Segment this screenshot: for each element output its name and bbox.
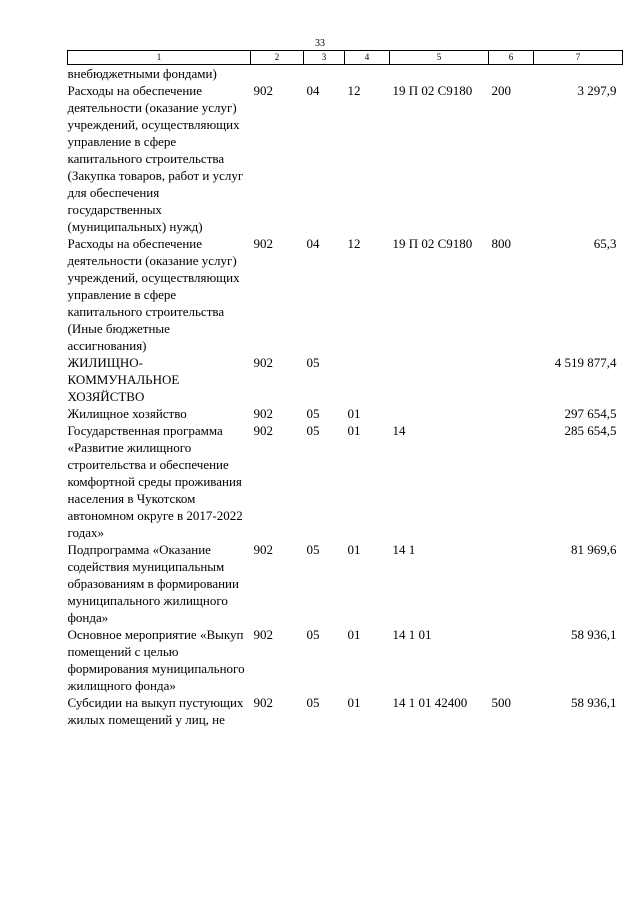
row-amount: 285 654,5 [564, 423, 617, 438]
row-expense-type-code [489, 354, 534, 405]
table-row [68, 82, 623, 235]
table-row [68, 541, 623, 626]
row-expense-type-code: 200 [491, 83, 511, 98]
row-subsection-code: 01 [347, 423, 361, 438]
row-ministry-code: 902 [253, 542, 273, 557]
row-section-code: 05 [306, 406, 320, 421]
column-number: 6 [489, 51, 534, 65]
row-section-code [304, 65, 345, 83]
column-number-row [68, 51, 623, 65]
row-expense-type-code: 800 [491, 236, 511, 251]
row-section-code: 04 [306, 83, 320, 98]
table-row [68, 405, 623, 422]
row-amount [534, 65, 623, 83]
row-expense-type-code: 500 [491, 695, 511, 710]
row-section-code: 05 [306, 627, 320, 642]
table-row [68, 422, 623, 541]
row-target-code: 14 1 01 42400 [392, 695, 468, 710]
row-expense-type-code [489, 65, 534, 83]
row-ministry-code: 902 [253, 83, 273, 98]
row-section-code: 05 [306, 355, 320, 370]
row-ministry-code: 902 [253, 695, 273, 710]
row-amount: 81 969,6 [571, 542, 617, 557]
table-row [68, 626, 623, 694]
row-expense-type-code [489, 405, 534, 422]
row-expense-type-code [489, 626, 534, 694]
row-name: ЖИЛИЩНО-КОММУНАЛЬНОЕ ХОЗЯЙСТВО [67, 355, 180, 404]
row-name: внебюджетными фондами) [67, 66, 217, 81]
row-ministry-code: 902 [253, 423, 273, 438]
row-subsection-code: 01 [347, 695, 361, 710]
row-subsection-code [345, 65, 390, 83]
row-amount: 297 654,5 [564, 406, 617, 421]
row-target-code [390, 65, 489, 83]
row-name: Основное мероприятие «Выкуп помещений с целью формирования муниципального жилищного фонда» [67, 627, 245, 693]
row-name: Жилищное хозяйство [67, 406, 187, 421]
row-subsection-code: 12 [347, 83, 361, 98]
row-section-code: 05 [306, 695, 320, 710]
table-row [68, 235, 623, 354]
column-number: 7 [534, 51, 623, 65]
row-target-code [390, 354, 489, 405]
column-number: 2 [251, 51, 304, 65]
row-target-code: 19 П 02 С9180 [392, 236, 473, 251]
row-ministry-code: 902 [253, 236, 273, 251]
row-amount: 58 936,1 [571, 695, 617, 710]
row-name: Субсидии на выкуп пустующих жилых помещений у лиц, не [67, 695, 244, 727]
row-name: Подпрограмма «Оказание содействия муниципальным образованиям в формировании муниципального жилищного фонда» [67, 542, 239, 625]
table-row [68, 694, 623, 728]
row-amount: 4 519 877,4 [554, 355, 617, 370]
row-subsection-code: 01 [347, 406, 361, 421]
row-amount: 3 297,9 [577, 83, 617, 98]
column-number: 4 [345, 51, 390, 65]
row-target-code: 14 [392, 423, 406, 438]
row-section-code: 04 [306, 236, 320, 251]
row-ministry-code: 902 [253, 627, 273, 642]
row-section-code: 05 [306, 423, 320, 438]
column-number: 5 [390, 51, 489, 65]
budget-table [67, 50, 623, 728]
row-name: Расходы на обеспечение деятельности (оказание услуг) учреждений, осуществляющих управление в сфере капитального строительства (Закупка товаров, работ и услуг для обеспечения государственных (муниципальных) нужд) [67, 83, 244, 234]
row-ministry-code: 902 [253, 406, 273, 421]
row-subsection-code: 12 [347, 236, 361, 251]
row-ministry-code [251, 65, 304, 83]
row-subsection-code: 01 [347, 627, 361, 642]
row-target-code: 19 П 02 С9180 [392, 83, 473, 98]
row-subsection-code [345, 354, 390, 405]
table-row [68, 354, 623, 405]
table-row [68, 65, 623, 83]
row-target-code [390, 405, 489, 422]
row-name: Расходы на обеспечение деятельности (оказание услуг) учреждений, осуществляющих управление в сфере капитального строительства (Иные бюджетные ассигнования) [67, 236, 240, 353]
row-subsection-code: 01 [347, 542, 361, 557]
row-expense-type-code [489, 541, 534, 626]
column-number: 1 [68, 51, 251, 65]
row-name: Государственная программа «Развитие жилищного строительства и обеспечение комфортной среды проживания населения в Чукотском автономном округе в 2017-2022 годах» [67, 423, 243, 540]
row-ministry-code: 902 [253, 355, 273, 370]
row-amount: 58 936,1 [571, 627, 617, 642]
row-amount: 65,3 [593, 236, 617, 251]
page-number: 33 [315, 38, 325, 49]
row-target-code: 14 1 01 [392, 627, 432, 642]
row-target-code: 14 1 [392, 542, 416, 557]
row-section-code: 05 [306, 542, 320, 557]
column-number: 3 [304, 51, 345, 65]
row-expense-type-code [489, 422, 534, 541]
